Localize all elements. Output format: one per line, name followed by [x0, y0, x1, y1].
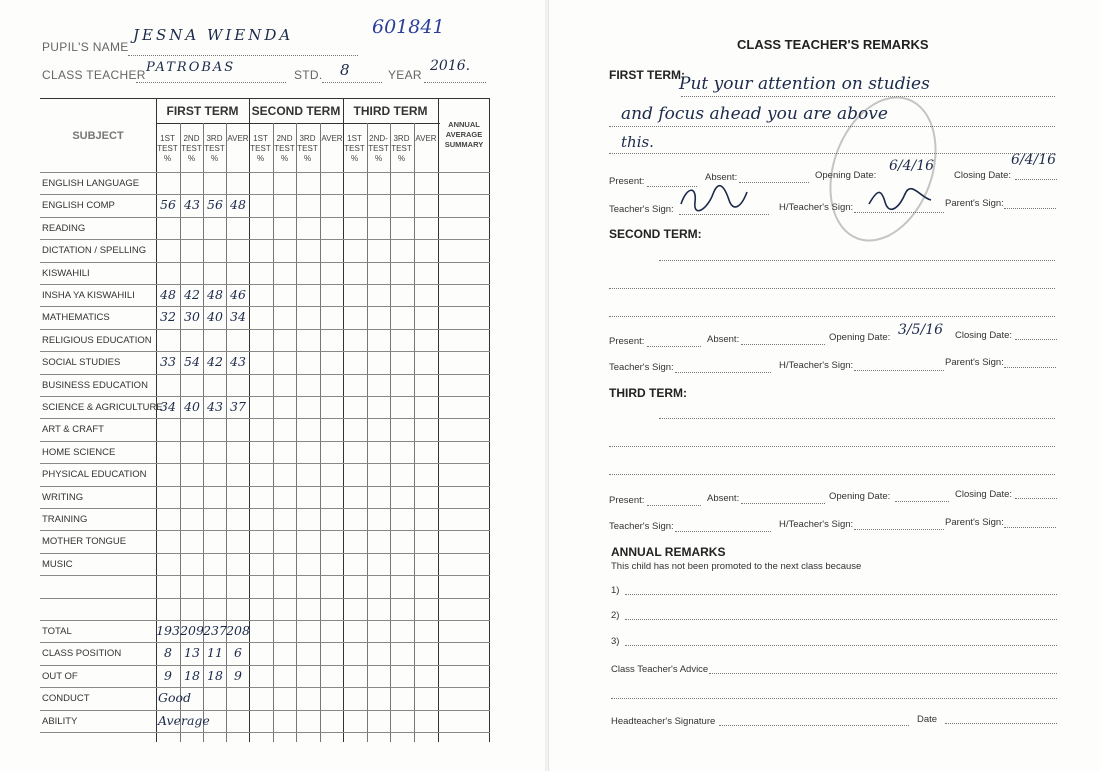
- subject-header: SUBJECT: [72, 130, 124, 142]
- first-term-remark-line-2: and focus ahead you are above: [621, 104, 888, 124]
- pupil-name-label: PUPIL'S NAME: [42, 40, 129, 54]
- out-of-cell: 18: [184, 667, 200, 683]
- table-row-divider: [40, 284, 490, 285]
- third-term-header: THIRD TERM: [353, 104, 428, 118]
- second-term-parent-sign-label: Parent's Sign:: [945, 357, 1004, 368]
- std-label: STD.: [294, 68, 323, 82]
- score-cell: 40: [184, 399, 200, 414]
- third-term-absent-label: Absent:: [707, 493, 740, 504]
- pupil-name-line: [128, 55, 358, 56]
- first-term-remark-line-1: Put your attention on studies: [679, 74, 930, 94]
- marks-table: [40, 98, 490, 742]
- first-term-header: FIRST TERM: [166, 104, 239, 118]
- first-term-opening-value: 6/4/16: [889, 158, 935, 174]
- first-term-present-label: Present:: [609, 176, 645, 187]
- total-cell: 209: [180, 623, 204, 638]
- date-label: Date: [917, 714, 938, 725]
- score-cell: 43: [207, 399, 223, 414]
- summary-total: TOTAL: [42, 626, 72, 637]
- subject-physical-education: PHYSICAL EDUCATION: [42, 469, 147, 481]
- term-2-subcol-header: 1ST TEST %: [250, 134, 271, 163]
- first-term-closing-value: 6/4/16: [1011, 152, 1057, 168]
- class-teacher-advice-label: Class Teacher's Advice: [611, 664, 709, 675]
- third-term-parent-sign-label: Parent's Sign:: [945, 517, 1004, 528]
- second-term-absent-label: Absent:: [707, 334, 740, 345]
- table-row-divider: [40, 329, 490, 330]
- second-term-closing-label: Closing Date:: [955, 330, 1013, 341]
- annual-average-header: ANNUAL AVERAGE SUMMARY: [444, 120, 484, 149]
- second-term-opening-value: 3/5/16: [898, 322, 944, 338]
- ability-value: Average: [158, 712, 210, 728]
- summary-out-of: OUT OF: [42, 670, 78, 682]
- second-term-opening-label: Opening Date:: [829, 332, 891, 343]
- score-cell: 48: [160, 287, 176, 302]
- table-row-divider: [40, 732, 490, 733]
- first-term-heading: FIRST TERM:: [609, 68, 685, 82]
- term-3-subcol-header: 3RD TEST %: [391, 134, 412, 163]
- table-row-divider: [40, 306, 490, 307]
- subject-social-studies: SOCIAL STUDIES: [42, 357, 121, 369]
- term-1-subcol-header: 1ST TEST %: [157, 134, 178, 163]
- term-2-subcol-header: 2ND TEST %: [274, 134, 295, 163]
- subject-dictation-spelling: DICTATION / SPELLING: [42, 245, 147, 257]
- headteacher-signature-label: Headteacher's Signature: [611, 716, 716, 727]
- class-teacher-label: CLASS TEACHER: [42, 68, 146, 82]
- table-row-divider: [40, 172, 490, 173]
- subject-insha-ya-kiswahili: INSHA YA KISWAHILI: [42, 290, 135, 301]
- first-term-parent-sign-label: Parent's Sign:: [945, 198, 1004, 209]
- second-term-heading: SECOND TERM:: [609, 227, 702, 241]
- std-value: 8: [340, 61, 350, 79]
- table-row-divider: [40, 575, 490, 576]
- term-1-subcol-header: AVER: [227, 134, 249, 143]
- first-term-opening-label: Opening Date:: [815, 170, 877, 181]
- score-cell: 43: [184, 197, 200, 213]
- table-row-divider: [40, 463, 490, 464]
- third-term-teacher-sign-label: Teacher's Sign:: [609, 521, 674, 532]
- third-term-closing-label: Closing Date:: [955, 489, 1013, 500]
- table-row-divider: [40, 553, 490, 554]
- third-term-h-teacher-sign-label: H/Teacher's Sign:: [779, 519, 854, 530]
- score-cell: 37: [230, 399, 246, 414]
- subject-home-science: HOME SCIENCE: [42, 446, 116, 458]
- score-cell: 33: [160, 354, 176, 370]
- annual-remarks-heading: ANNUAL REMARKS: [611, 545, 726, 559]
- class-position-cell: 8: [164, 645, 172, 661]
- subject-training: TRAINING: [42, 514, 88, 525]
- score-cell: 42: [207, 354, 223, 370]
- first-term-absent-label: Absent:: [705, 172, 738, 183]
- score-cell: 30: [184, 309, 200, 325]
- term-2-subcol-header: AVER: [321, 134, 343, 143]
- table-row-divider: [40, 486, 490, 487]
- term-3-subcol-header: 2ND- TEST %: [368, 134, 389, 163]
- year-value: 2016.: [430, 58, 471, 74]
- report-card-left-page: [0, 0, 548, 771]
- table-row-divider: [40, 665, 490, 666]
- table-row-divider: [40, 351, 490, 352]
- table-row-divider: [40, 642, 490, 643]
- annual-item-1: 1): [611, 585, 620, 596]
- pupil-name-value: JESNA WIENDA: [133, 26, 294, 44]
- total-cell: 208: [226, 623, 250, 638]
- std-line: [322, 82, 382, 83]
- subject-english-comp: ENGLISH COMP: [42, 200, 115, 212]
- table-row-divider: [40, 217, 490, 218]
- score-cell: 46: [230, 287, 246, 302]
- out-of-cell: 18: [207, 667, 223, 683]
- table-row-divider: [40, 687, 490, 688]
- third-term-present-label: Present:: [609, 495, 645, 506]
- subject-reading: READING: [42, 222, 86, 234]
- score-cell: 40: [207, 309, 223, 325]
- table-row-divider: [40, 374, 490, 375]
- table-row-divider: [40, 194, 490, 195]
- term-3-subcol-header: AVER: [415, 134, 437, 143]
- total-cell: 237: [203, 623, 227, 638]
- subject-business-education: BUSINESS EDUCATION: [42, 379, 148, 391]
- score-cell: 48: [230, 197, 246, 213]
- score-cell: 54: [184, 354, 200, 370]
- subject-religious-education: RELIGIOUS EDUCATION: [42, 334, 152, 346]
- table-row-divider: [40, 508, 490, 509]
- subject-music: MUSIC: [42, 558, 73, 570]
- year-label: YEAR: [388, 68, 422, 82]
- score-cell: 56: [160, 197, 176, 213]
- table-row-divider: [40, 396, 490, 397]
- first-term-teacher-sign-label: Teacher's Sign:: [609, 204, 674, 215]
- score-cell: 34: [160, 399, 176, 414]
- teacher-signature: [677, 182, 749, 214]
- annual-remarks-intro: This child has not been promoted to the next class because: [611, 561, 862, 572]
- score-cell: 42: [184, 287, 200, 302]
- subject-kiswahili: KISWAHILI: [42, 267, 90, 279]
- second-term-teacher-sign-label: Teacher's Sign:: [609, 362, 674, 373]
- score-cell: 43: [230, 354, 246, 370]
- second-term-h-teacher-sign-label: H/Teacher's Sign:: [779, 360, 854, 371]
- table-row-divider: [40, 620, 490, 621]
- annual-item-2: 2): [611, 610, 620, 621]
- out-of-cell: 9: [234, 667, 242, 683]
- report-card-right-page: [548, 0, 1100, 771]
- term-2-subcol-header: 3RD TEST %: [297, 134, 318, 163]
- score-cell: 56: [207, 197, 223, 213]
- term-1-subcol-header: 2ND TEST %: [181, 134, 202, 163]
- first-term-remark-line-3: this.: [621, 133, 654, 151]
- term-3-subcol-header: 1ST TEST %: [344, 134, 365, 163]
- first-term-closing-label: Closing Date:: [954, 170, 1012, 181]
- class-position-cell: 13: [184, 645, 200, 661]
- first-term-h-teacher-sign-label: H/Teacher's Sign:: [779, 202, 854, 213]
- remarks-title: CLASS TEACHER'S REMARKS: [737, 37, 929, 52]
- summary-ability: ABILITY: [42, 715, 78, 727]
- second-term-header: SECOND TERM: [251, 104, 341, 118]
- score-cell: 32: [160, 309, 176, 325]
- out-of-cell: 9: [164, 667, 172, 683]
- subject-art-craft: ART & CRAFT: [42, 424, 104, 436]
- third-term-heading: THIRD TERM:: [609, 386, 687, 400]
- third-term-opening-label: Opening Date:: [829, 491, 891, 502]
- score-cell: 48: [207, 287, 223, 302]
- table-row-divider: [40, 418, 490, 419]
- term-1-subcol-header: 3RD TEST %: [204, 134, 225, 163]
- table-row-divider: [40, 239, 490, 240]
- subject-writing: WRITING: [42, 491, 84, 503]
- class-teacher-line: [136, 82, 286, 83]
- subject-mother-tongue: MOTHER TONGUE: [42, 536, 127, 548]
- subject-english-language: ENGLISH LANGUAGE: [42, 178, 140, 189]
- table-row-divider: [40, 441, 490, 442]
- second-term-present-label: Present:: [609, 336, 645, 347]
- subject-mathematics: MATHEMATICS: [42, 312, 110, 324]
- total-cell: 193: [156, 623, 180, 638]
- table-row-divider: [40, 710, 490, 711]
- summary-conduct: CONDUCT: [42, 693, 90, 705]
- class-position-cell: 6: [234, 645, 242, 661]
- class-position-cell: 11: [207, 645, 223, 661]
- subject-science-agriculture: SCIENCE & AGRICULTURE: [42, 402, 163, 413]
- score-cell: 34: [230, 309, 246, 325]
- annual-item-3: 3): [611, 636, 620, 647]
- conduct-value: Good: [158, 690, 192, 706]
- table-row-divider: [40, 598, 490, 599]
- summary-class-position: CLASS POSITION: [42, 648, 122, 660]
- year-line: [424, 82, 486, 83]
- class-teacher-value: PATROBAS: [146, 60, 236, 75]
- table-row-divider: [40, 262, 490, 263]
- admission-number: 601841: [372, 16, 445, 38]
- table-row-divider: [40, 530, 490, 531]
